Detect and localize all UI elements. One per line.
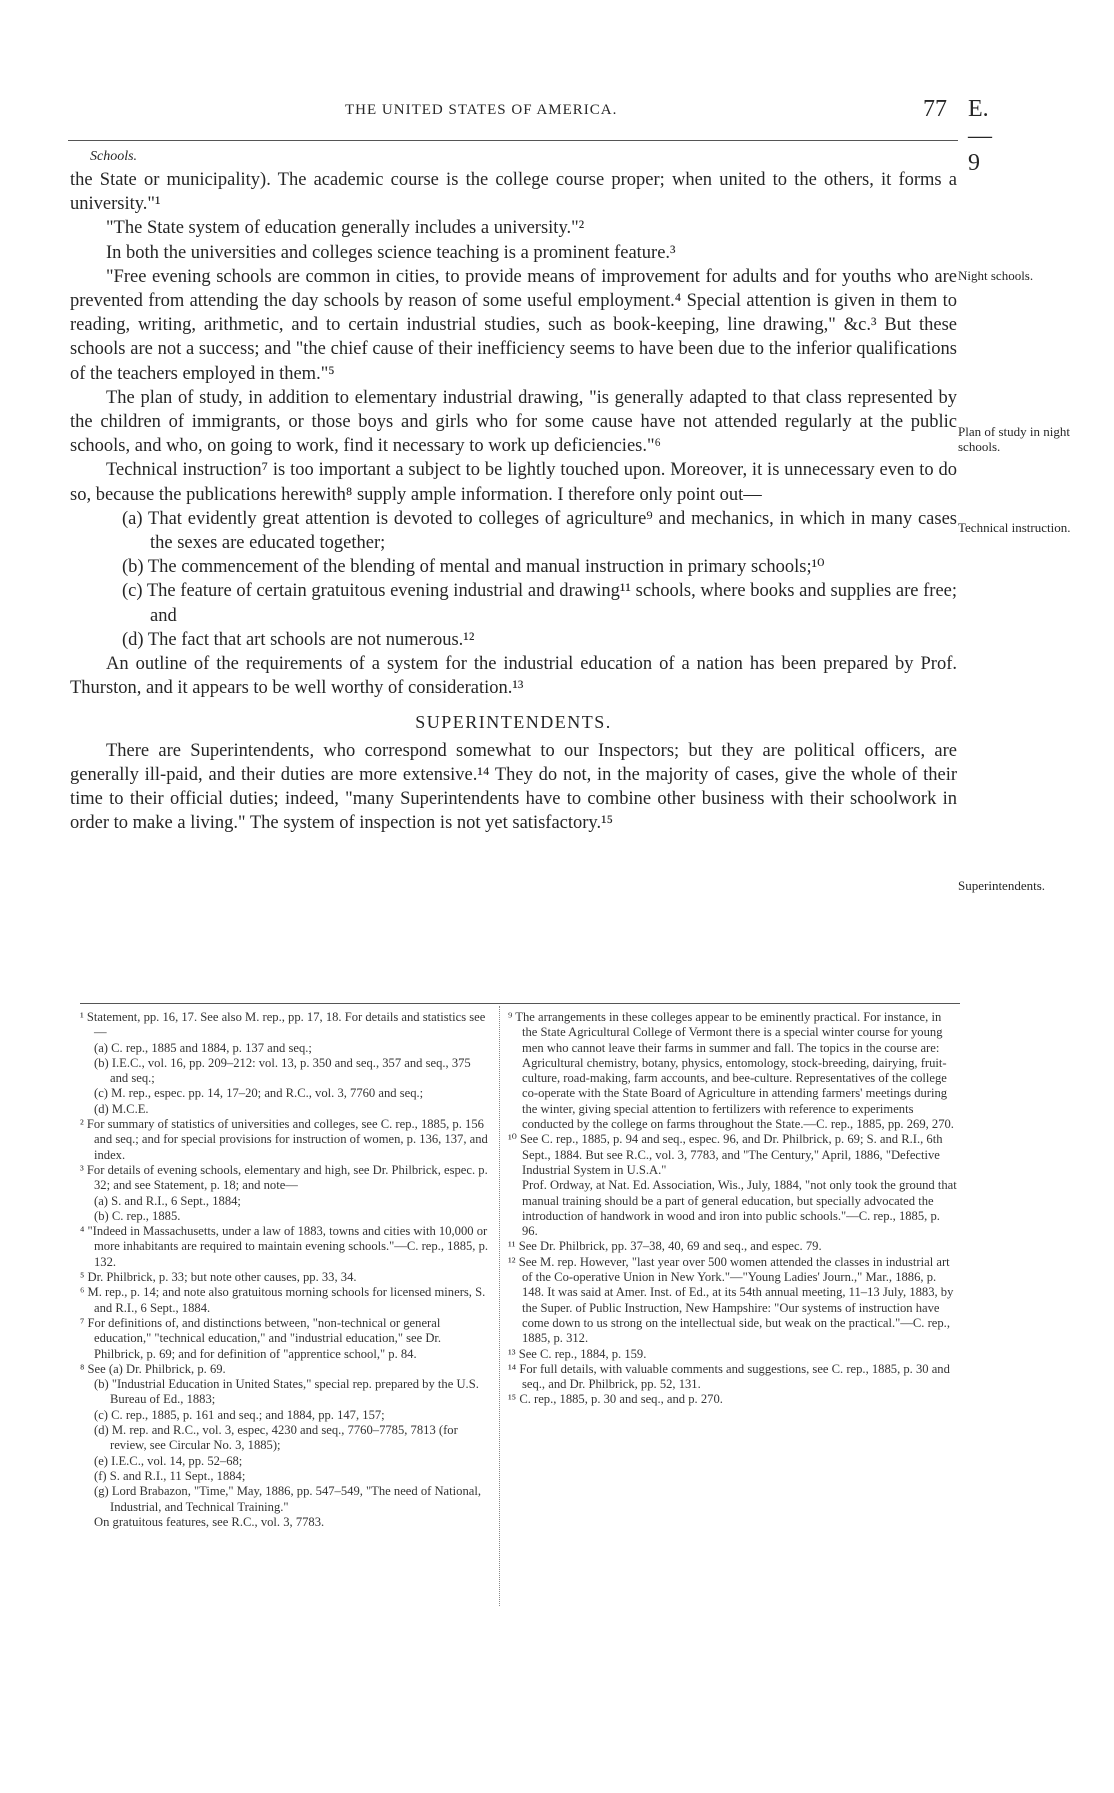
footnote-sub: (a) C. rep., 1885 and 1884, p. 137 and seq.; (94, 1040, 312, 1055)
footnote-column-divider (499, 1006, 500, 1606)
footnote-sub: (g) Lord Brabazon, "Time," May, 1886, pp. 547–549, "The need of National, Industrial, and Technical Training." (94, 1484, 481, 1514)
paragraph-night-schools: "Free evening schools are common in cities, to provide means of improvement for adults and for youths who are prevented from attending the day schools by reason of some useful employment.⁴ Special attention is given in them to reading, writing, arithmetic, and to certain industrial studies, such as book-keeping, line drawing," &c.³ But these schools are not a success; and "the chief cause of their inefficiency seems to have been due to the inferior qualifications of the teachers employed in them."⁵ (70, 266, 957, 384)
footnotes-left-column (80, 1010, 492, 1530)
footnote-sub: (f) S. and R.I., 11 Sept., 1884; (94, 1468, 246, 1483)
paragraph-3: In both the universities and colleges science teaching is a prominent feature.³ (106, 242, 676, 263)
footnote: ¹² See M. rep. However, "last year over 500 women attended the classes in industrial art of the Co-operative Union in New York."—"Young Ladies' Journ.," Mar., 1886, p. 148. It was said at Amer. Inst. of Ed., at its 54th annual meeting, 11–13 July, 1883, by the Super. of Public Instruction, New Hampshire: "Our systems of instruction have come down to us strong on the intellectual side, but weak on the practical."—C. rep., 1885, p. 312. (508, 1254, 954, 1346)
footnote: ² For summary of statistics of universities and colleges, see C. rep., 1885, p. 156 and seq.; and for special provisions for instruction of women, p. 136, 137, and index. (80, 1117, 488, 1162)
paragraph-plan-of-study: The plan of study, in addition to elementary industrial drawing, "is generally adapted to that class represented by the children of immigrants, or those boys and girls who for some cause have not attended regularly at the public schools, and who, on going to work, find it necessary to work up deficiencies."⁶ (70, 387, 957, 457)
footnote-sub: (b) C. rep., 1885. (94, 1208, 181, 1223)
footnote-sub: (d) M.C.E. (94, 1101, 149, 1116)
running-title: THE UNITED STATES OF AMERICA. (345, 102, 618, 118)
side-note-plan-of-study: Plan of study in night schools. (958, 424, 1070, 454)
footnote: ⁴ "Indeed in Massachusetts, under a law of 1883, towns and cities with 10,000 or more inhabitants are required to maintain evening schools."—C. rep., 1885, p. 132. (80, 1224, 489, 1269)
paragraph-2: "The State system of education generally includes a university."² (106, 218, 585, 239)
footnote: ⁸ See (a) Dr. Philbrick, p. 69. (80, 1361, 226, 1376)
side-note-night-schools: Night schools. (958, 268, 1034, 283)
footnote: On gratuitous features, see R.C., vol. 3, 7783. (94, 1514, 325, 1529)
side-note-superintendents: Superintendents. (958, 878, 1046, 893)
footnote-sub: (d) M. rep. and R.C., vol. 3, espec, 4230 and seq., 7760–7785, 7813 (for review, see Circular No. 3, 1885); (94, 1423, 458, 1453)
footnote-sub: (e) I.E.C., vol. 14, pp. 52–68; (94, 1453, 243, 1468)
footnote: ¹ Statement, pp. 16, 17. See also M. rep., pp. 17, 18. For details and statistics see— (80, 1010, 486, 1040)
header-rule (68, 140, 958, 141)
footnote: ¹³ See C. rep., 1884, p. 159. (508, 1346, 647, 1361)
section-heading: SUPERINTENDENTS. (415, 712, 612, 733)
footnote-sub: (c) M. rep., espec. pp. 14, 17–20; and R.C., vol. 3, 7760 and seq.; (94, 1086, 424, 1101)
page-code: E.—9 (968, 96, 992, 176)
footnote: ⁶ M. rep., p. 14; and note also gratuitous morning schools for licensed miners, S. and R.I., 6 Sept., 1884. (80, 1285, 486, 1315)
footnote: ¹⁵ C. rep., 1885, p. 30 and seq., and p. 270. (508, 1392, 723, 1407)
footnote: Prof. Ordway, at Nat. Ed. Association, Wis., July, 1884, "not only took the ground that manual training should be a part of general education, but specially advocated the introduction of handwork in wood and iron into public schools."—C. rep., 1885, p. 96. (522, 1178, 957, 1239)
footnote-sub: (c) C. rep., 1885, p. 161 and seq.; and 1884, pp. 147, 157; (94, 1407, 385, 1422)
footnote-sub: (b) I.E.C., vol. 16, pp. 209–212: vol. 13, p. 350 and seq., 357 and seq., 375 and seq.; (94, 1055, 471, 1086)
paragraph-technical-instruction: Technical instruction⁷ is too important a subject to be lightly touched upon. Moreover, it is unnecessary even to do so, because the publications herewith⁸ supply ample information. I therefore only point out— (70, 460, 957, 505)
footnote-sub: (b) "Industrial Education in United States," special rep. prepared by the U.S. Bureau of Ed., 1883; (94, 1377, 479, 1407)
footnote-rule (80, 1003, 960, 1004)
side-note-technical-instruction: Technical instruction. (958, 520, 1071, 535)
footnote-sub: (a) S. and R.I., 6 Sept., 1884; (94, 1193, 241, 1208)
list-item-b: (b) The commencement of the blending of mental and manual instruction in primary schools;¹⁰ (122, 557, 825, 578)
paragraph-1: the State or municipality). The academic course is the college course proper; when united to the others, it forms a university."¹ (70, 170, 957, 215)
footnote: ⁷ For definitions of, and distinctions between, "non-technical or general education," "technical education," and "industrial education," see Dr. Philbrick, p. 69; and for definition of "apprentice school," p. 84. (80, 1315, 442, 1361)
continued-margin-note: Schools. (90, 149, 138, 164)
page-number: 77 (923, 96, 947, 122)
footnotes-right-column (508, 1010, 958, 1408)
footnote: ⁵ Dr. Philbrick, p. 33; but note other causes, pp. 33, 34. (80, 1270, 357, 1285)
footnote: ⁹ The arrangements in these colleges appear to be eminently practical. For instance, in the State Agricultural College of Vermont there is a special winter course for young men who cannot leave their farms in summer and fall. The topics in the course are: Agricultural chemistry, botany, physics, entomology, stock-breeding, dairying, fruit-culture, road-making, farm accounts, and bee-culture. Representatives of the college co-operate with the State Board of Agriculture in attending farmers' meetings during the winter, giving special attention to fertilizers with reference to experiments conducted by the college on farms throughout the State.—C. rep., 1885, pp. 269, 270. (508, 1010, 954, 1132)
footnote: ¹⁴ For full details, with valuable comments and suggestions, see C. rep., 1885, p. 30 and seq., and Dr. Philbrick, pp. 52, 131. (508, 1361, 950, 1392)
paragraph-thurston: An outline of the requirements of a system for the industrial education of a nation has been prepared by Prof. Thurston, and it appears to be well worthy of consideration.¹³ (70, 654, 957, 699)
body-text (70, 168, 957, 835)
footnote: ¹⁰ See C. rep., 1885, p. 94 and seq., espec. 96, and Dr. Philbrick, p. 69; S. and R.I., 6th Sept., 1884. But see R.C., vol. 3, 7783, and "The Century," April, 1886, "Defective Industrial System in U.S.A." (508, 1132, 943, 1177)
list-item-d: (d) The fact that art schools are not numerous.¹² (122, 629, 475, 650)
footnote: ³ For details of evening schools, elementary and high, see Dr. Philbrick, espec. p. 32; and see Statement, p. 18; and note— (80, 1162, 488, 1193)
paragraph-superintendents: There are Superintendents, who correspond somewhat to our Inspectors; but they are political officers, are generally ill-paid, and their duties are more extensive.¹⁴ They do not, in the majority of cases, give the whole of their time to their official duties; indeed, "many Superintendents have to combine other business with their schoolwork in order to make a living." The system of inspection is not yet satisfactory.¹⁵ (70, 740, 957, 834)
list-item-a: (a) That evidently great attention is devoted to colleges of agriculture⁹ and mechanics, in which in many cases the sexes are educated together; (122, 508, 957, 554)
list-item-c: (c) The feature of certain gratuitous evening industrial and drawing¹¹ schools, where books and supplies are free; and (122, 581, 957, 626)
footnote: ¹¹ See Dr. Philbrick, pp. 37–38, 40, 69 and seq., and espec. 79. (508, 1239, 822, 1254)
